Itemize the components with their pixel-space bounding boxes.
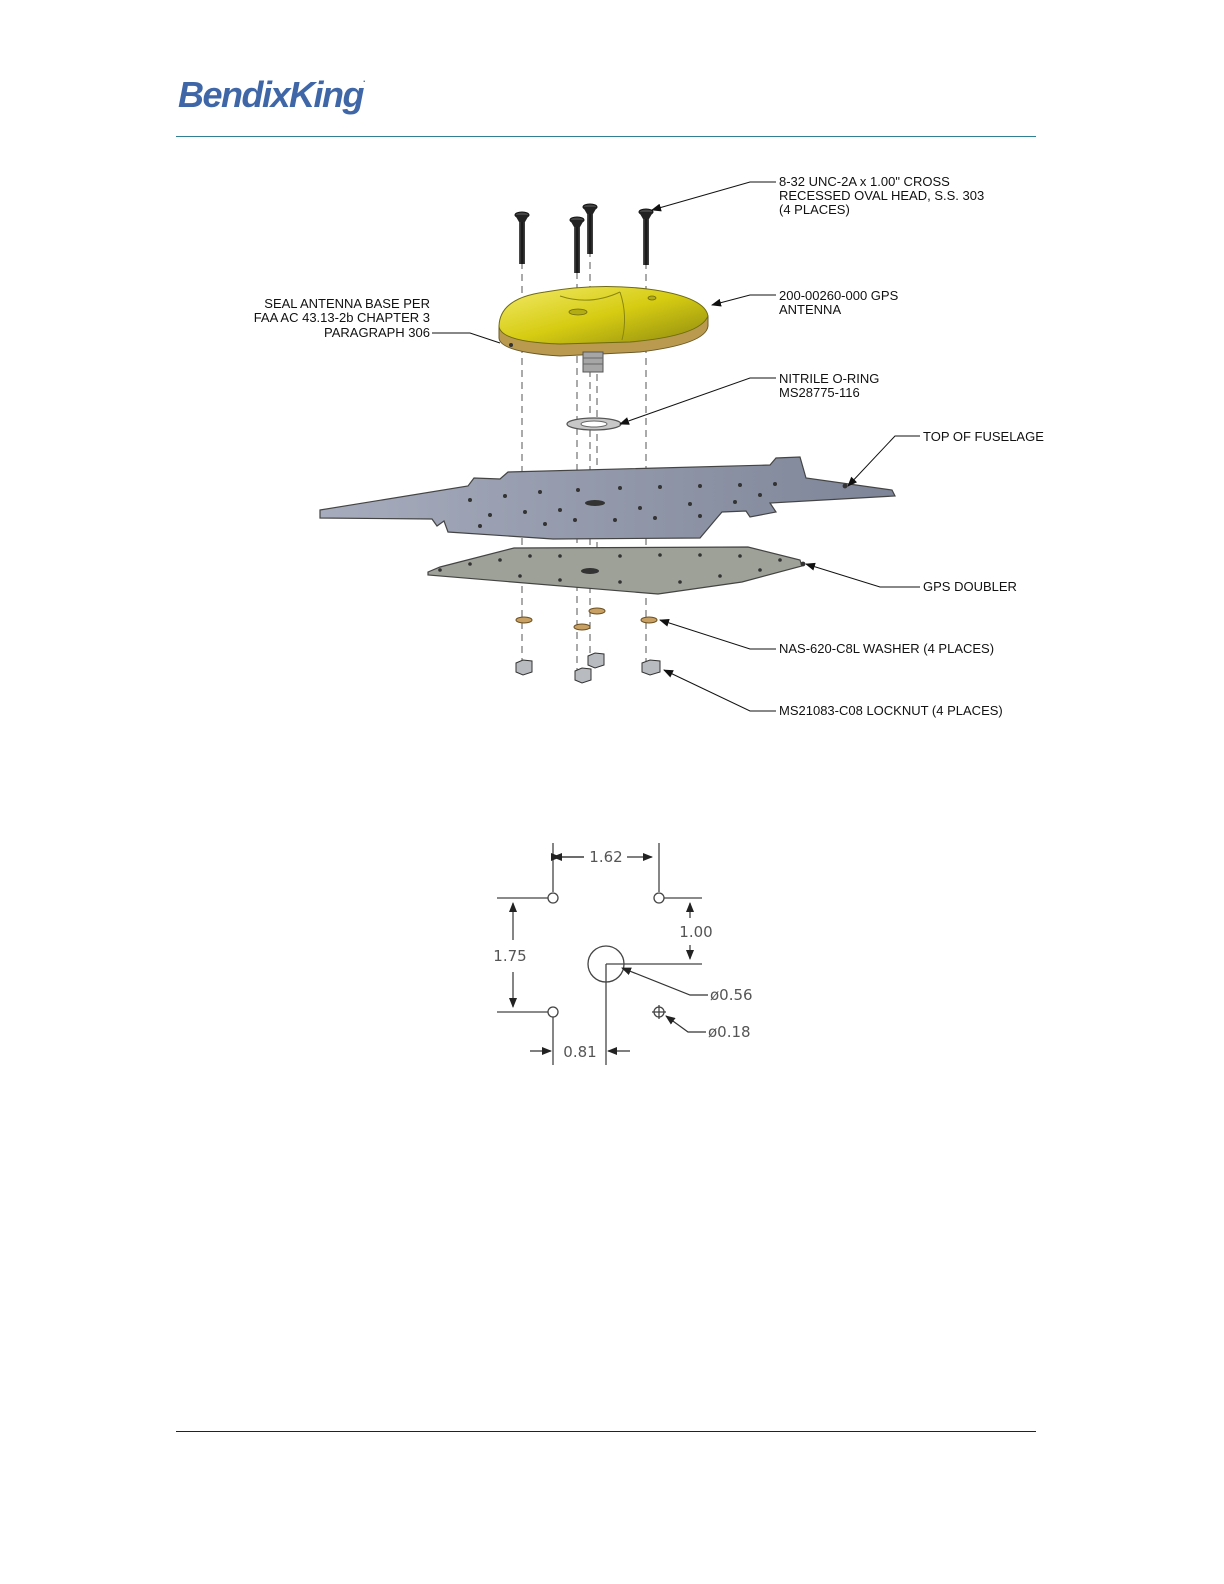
gps-antenna xyxy=(499,286,708,372)
dia-large-label: ø0.56 xyxy=(710,986,753,1004)
hole-bottom-left xyxy=(548,1007,558,1017)
leader-lines xyxy=(432,182,920,711)
seal-callout-line-3: PARAGRAPH 306 xyxy=(324,325,430,340)
dim-left-label: 1.75 xyxy=(493,947,527,965)
hole-pattern-drawing xyxy=(493,843,752,1065)
o-ring xyxy=(567,418,621,430)
seal-callout-line-2: FAA AC 43.13-2b CHAPTER 3 xyxy=(253,310,430,325)
screw xyxy=(639,209,653,265)
dia-small-label: ø0.18 xyxy=(708,1023,751,1041)
screw-callout-line-1: 8-32 UNC-2A x 1.00" CROSS xyxy=(779,174,950,189)
doubler-callout: GPS DOUBLER xyxy=(923,579,1017,594)
screw xyxy=(515,212,529,264)
locknuts xyxy=(516,653,660,683)
hole-top-right xyxy=(654,893,664,903)
hole-top-left xyxy=(548,893,558,903)
screw-callout-line-3: (4 PLACES) xyxy=(779,202,850,217)
locknut-callout: MS21083-C08 LOCKNUT (4 PLACES) xyxy=(779,703,1003,718)
screw xyxy=(570,217,584,273)
gps-doubler xyxy=(428,547,805,594)
antenna-callout-line-2: ANTENNA xyxy=(779,302,842,317)
oring-callout-line-2: MS28775-116 xyxy=(779,385,860,400)
screw-callout-line-2: RECESSED OVAL HEAD, S.S. 303 xyxy=(779,188,985,203)
fuselage-callout: TOP OF FUSELAGE xyxy=(923,429,1044,444)
dim-right-label: 1.00 xyxy=(679,923,713,941)
washers xyxy=(516,608,657,630)
bendixking-logo: BendixKing. xyxy=(178,74,365,115)
washer-callout: NAS-620-C8L WASHER (4 PLACES) xyxy=(779,641,995,656)
screw xyxy=(583,204,597,254)
screws xyxy=(515,204,653,273)
dim-top-label: 1.62 xyxy=(589,848,623,866)
oring-callout-line-1: NITRILE O-RING xyxy=(779,371,880,386)
antenna-callout-line-1: 200-00260-000 GPS xyxy=(779,288,899,303)
seal-callout-line-1: SEAL ANTENNA BASE PER xyxy=(264,296,430,311)
dim-bottom-label: 0.81 xyxy=(563,1043,597,1061)
fuselage-plate xyxy=(320,457,895,539)
